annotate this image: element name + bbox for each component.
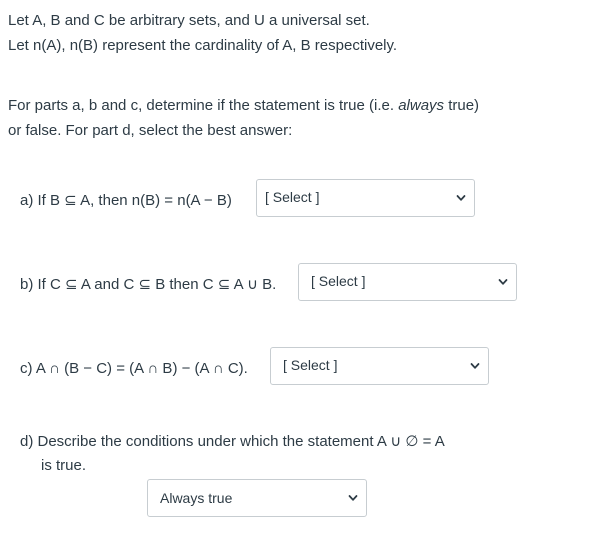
instructions-text-post: true) bbox=[444, 97, 480, 114]
chevron-down-icon bbox=[456, 193, 466, 203]
chevron-down-icon bbox=[470, 361, 480, 371]
chevron-down-icon bbox=[348, 493, 358, 503]
question-a-select[interactable] bbox=[256, 179, 475, 217]
instructions-text-pre: For parts a, b and c, determine if the statement is true (i.e. bbox=[8, 97, 399, 114]
intro-line-2: Let n(A), n(B) represent the cardinality of A, B respectively. bbox=[8, 37, 398, 54]
chevron-down-icon bbox=[498, 277, 508, 287]
question-d-label-line-1: d) Describe the conditions under which the statement A ∪ ∅ = A bbox=[20, 433, 445, 450]
question-c-label: c) A ∩ (B − C) = (A ∩ B) − (A ∩ C). bbox=[20, 360, 248, 377]
question-d-selected-value: Always true bbox=[160, 490, 233, 506]
question-c-selected-value: [ Select ] bbox=[283, 357, 338, 373]
question-a-selected-value: [ Select ] bbox=[265, 189, 320, 205]
question-b-selected-value: [ Select ] bbox=[311, 273, 366, 289]
question-a-label: a) If B ⊆ A, then n(B) = n(A − B) bbox=[20, 192, 232, 209]
question-d-select[interactable] bbox=[147, 479, 367, 517]
question-c-select[interactable] bbox=[270, 347, 489, 385]
question-d-label-line-2: is true. bbox=[41, 457, 87, 474]
question-b-label: b) If C ⊆ A and C ⊆ B then C ⊆ A ∪ B. bbox=[20, 276, 277, 293]
instructions-line-1 bbox=[8, 96, 479, 116]
question-b-select[interactable] bbox=[298, 263, 517, 301]
instructions-emphasis: always bbox=[398, 97, 445, 114]
intro-line-1: Let A, B and C be arbitrary sets, and U a universal set. bbox=[8, 12, 370, 29]
instructions-line-2: or false. For part d, select the best answer: bbox=[8, 122, 293, 139]
